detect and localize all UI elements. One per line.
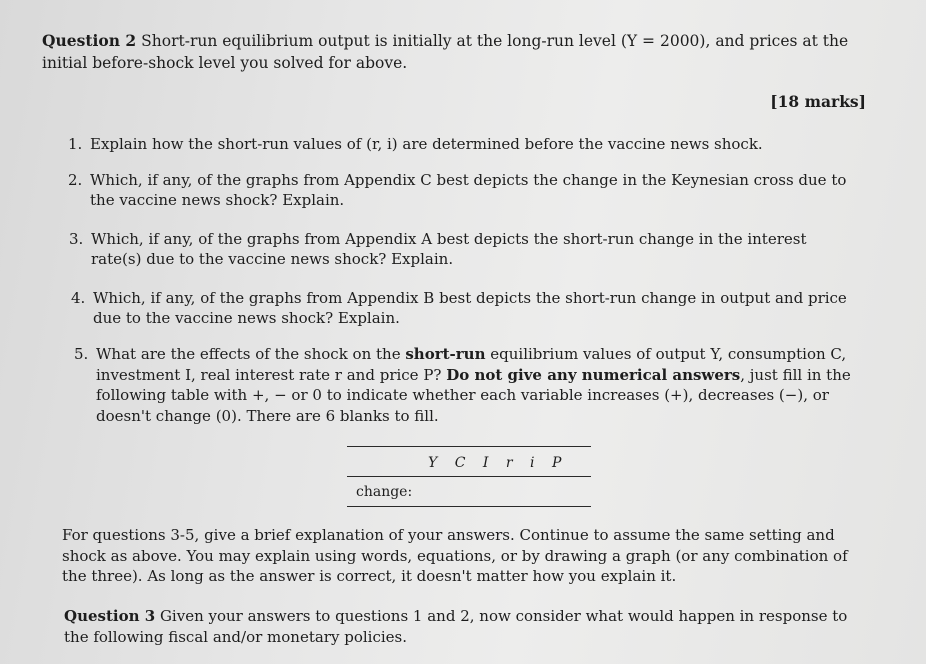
item-number: 1. <box>68 135 83 153</box>
item-number: 5. <box>74 345 89 363</box>
table-header-cell: P <box>551 455 564 471</box>
table-mid-rule <box>347 476 591 477</box>
table-header-cell: I <box>482 455 491 471</box>
question-3-label: Question 3 <box>64 607 156 625</box>
table-header-cell: C <box>454 455 468 471</box>
table-bottom-rule <box>347 506 591 507</box>
list-item <box>68 134 848 154</box>
question-3-text: Given your answers to questions 1 and 2, now consider what would happen in response to the following fiscal and/or monetary policies. <box>64 607 848 646</box>
question-2-header <box>42 30 872 74</box>
item-number: 4. <box>71 289 86 307</box>
question-2-label: Question 2 <box>42 31 137 50</box>
question-2-text: Short-run equilibrium output is initially at the long-run level (Y = 2000), and prices at the initial before-shock level you solved for above. <box>42 32 849 72</box>
item-text: Explain how the short-run values of (r, i) are determined before the vaccine news shock. <box>90 135 763 153</box>
instructions-paragraph: For questions 3-5, give a brief explanation of your answers. Continue to assume the same setting and shock as above. You may explain using words, equations, or by drawing a graph (or any combination of the three). As long as the answer is correct, it doesn't matter how you explain it. <box>62 526 848 585</box>
question-3-paragraph <box>64 606 854 647</box>
item-text: Which, if any, of the graphs from Appendix C best depicts the change in the Keynesian cross due to the vaccine news shock? Explain. <box>90 171 847 209</box>
item-text <box>96 344 860 426</box>
item-text-bold: Do not give any numerical answers <box>446 365 741 384</box>
marks-label: [18 marks] <box>770 92 866 111</box>
item-text-part: equilibrium values of output Y, consumption C, investment I, real interest rate r and price P? <box>96 345 847 384</box>
list-item <box>74 344 860 426</box>
item-text: Which, if any, of the graphs from Appendix B best depicts the short-run change in output and price due to the vaccine news shock? Explain. <box>93 289 847 327</box>
table-header-cell: i <box>530 455 537 471</box>
item-text-bold: short-run <box>405 345 486 363</box>
item-number: 2. <box>68 171 83 189</box>
list-item <box>69 229 859 269</box>
list-item <box>71 288 861 328</box>
list-item <box>68 170 858 210</box>
table-header-cell: Y <box>428 455 440 471</box>
table-row-label: change: <box>356 484 413 500</box>
item-text-part: , just fill in the following table with +, − or 0 to indicate whether each variable increases (+), decreases (−), or doesn't change (0). There are 6 blanks to fill. <box>96 365 851 425</box>
table-header <box>428 455 572 471</box>
item-text-part: What are the effects of the shock on the <box>96 345 406 363</box>
table-top-rule <box>347 446 591 447</box>
item-number: 3. <box>69 230 84 248</box>
item-text: Which, if any, of the graphs from Appendix A best depicts the short-run change in the interest rate(s) due to the vaccine news shock? Explain. <box>91 230 807 268</box>
table-header-cell: r <box>505 455 515 471</box>
